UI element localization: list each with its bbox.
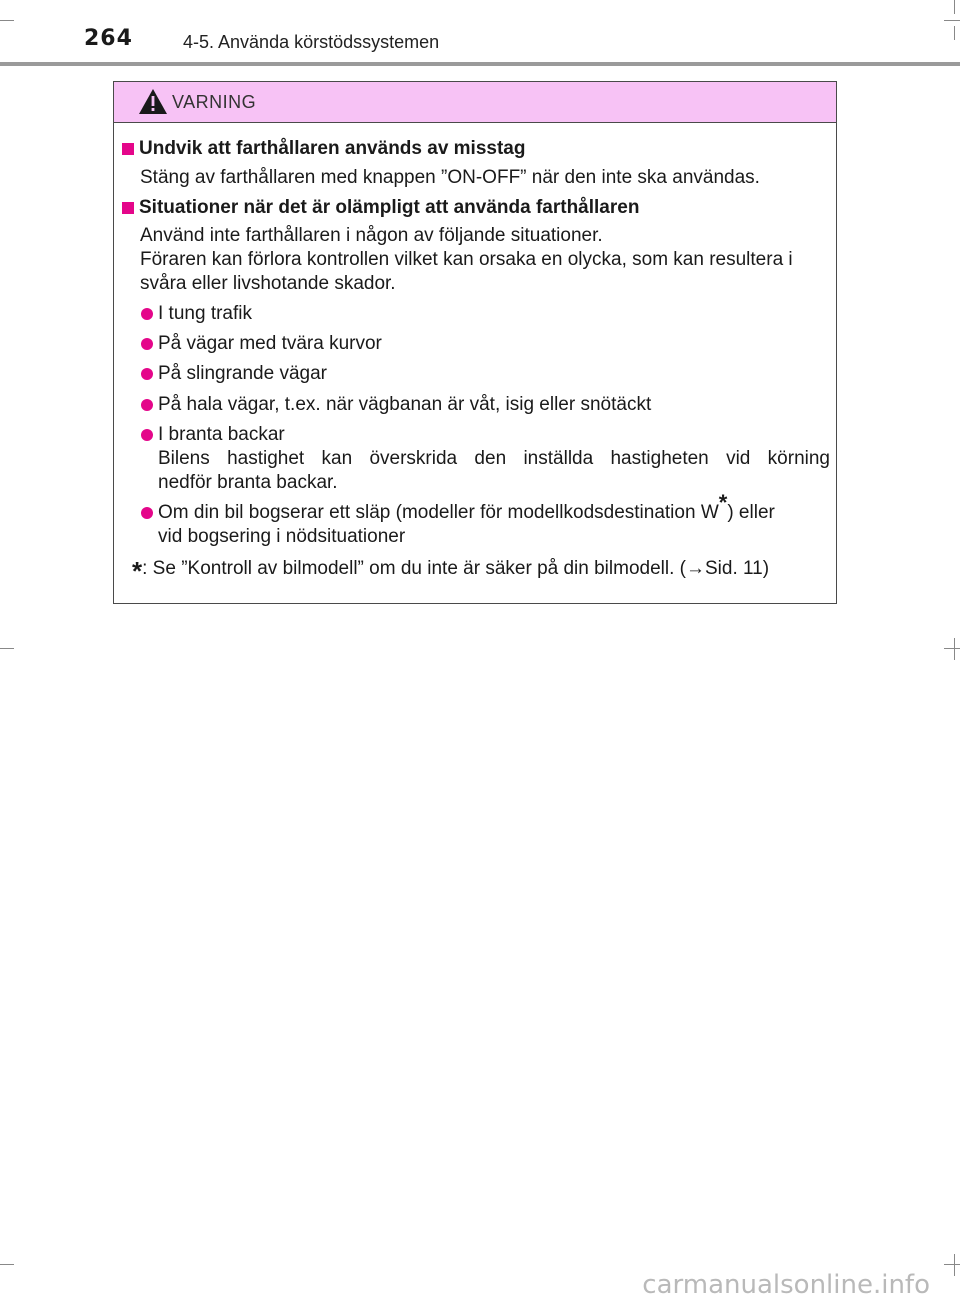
bullet-dot	[141, 308, 153, 320]
section-text: svåra eller livshotande skador.	[140, 273, 396, 294]
list-item-text: Om din bil bogserar ett släp (modeller för modellkodsdestination W	[158, 502, 719, 523]
list-item: I branta backar	[158, 424, 285, 445]
crop-mark	[944, 1264, 960, 1265]
bullet-dot	[141, 399, 153, 411]
crop-mark	[954, 1254, 955, 1276]
warning-header	[114, 82, 836, 123]
watermark: carmanualsonline.info	[642, 1270, 930, 1300]
list-item: På slingrande vägar	[158, 363, 327, 384]
crop-mark	[0, 648, 14, 649]
section-heading: Situationer när det är olämpligt att använda farthållaren	[139, 197, 640, 218]
crop-mark	[944, 648, 960, 649]
arrow-icon: →	[685, 558, 705, 579]
list-item: På vägar med tvära kurvor	[158, 333, 382, 354]
bullet-dot	[141, 429, 153, 441]
warning-box	[113, 81, 837, 604]
warning-label: VARNING	[172, 92, 257, 112]
list-item	[158, 490, 775, 524]
list-item-text: ) eller	[727, 502, 775, 523]
crop-mark	[0, 20, 14, 21]
list-item-detail: vid bogsering i nödsituationer	[158, 526, 406, 547]
section-heading: Undvik att farthållaren används av misstag	[139, 138, 526, 159]
page-number: 264	[84, 26, 133, 51]
crop-mark	[954, 638, 955, 660]
footnote	[132, 556, 769, 587]
footnote-text: : Se ”Kontroll av bilmodell” om du inte är säker på din bilmodell. (	[142, 558, 686, 579]
section-marker	[122, 143, 134, 155]
footnote-star: *	[132, 556, 143, 586]
page-reference[interactable]: Sid. 11)	[704, 558, 770, 579]
warning-triangle-icon	[138, 88, 168, 115]
header-rule	[0, 62, 960, 66]
list-item: På hala vägar, t.ex. när vägbanan är våt, isig eller snötäckt	[158, 394, 652, 415]
list-item-detail: nedför branta backar.	[158, 472, 338, 493]
crop-mark	[0, 1264, 14, 1265]
footnote-star: *	[718, 490, 728, 515]
section-text: Stäng av farthållaren med knappen ”ON-OFF” när den inte ska användas.	[140, 167, 760, 188]
section-title: 4-5. Använda körstödssystemen	[183, 32, 440, 52]
list-item-detail: Bilens hastighet kan överskrida den inställda hastigheten vid körning	[158, 448, 830, 469]
crop-mark	[954, 26, 955, 40]
section-text: Föraren kan förlora kontrollen vilket kan orsaka en olycka, som kan resultera i	[140, 249, 793, 270]
crop-mark	[954, 0, 955, 14]
section-marker	[122, 202, 134, 214]
bullet-dot	[141, 368, 153, 380]
section-text: Använd inte farthållaren i någon av följande situationer.	[140, 225, 603, 246]
crop-mark	[944, 20, 960, 21]
list-item: I tung trafik	[158, 303, 252, 324]
bullet-dot	[141, 507, 153, 519]
bullet-dot	[141, 338, 153, 350]
